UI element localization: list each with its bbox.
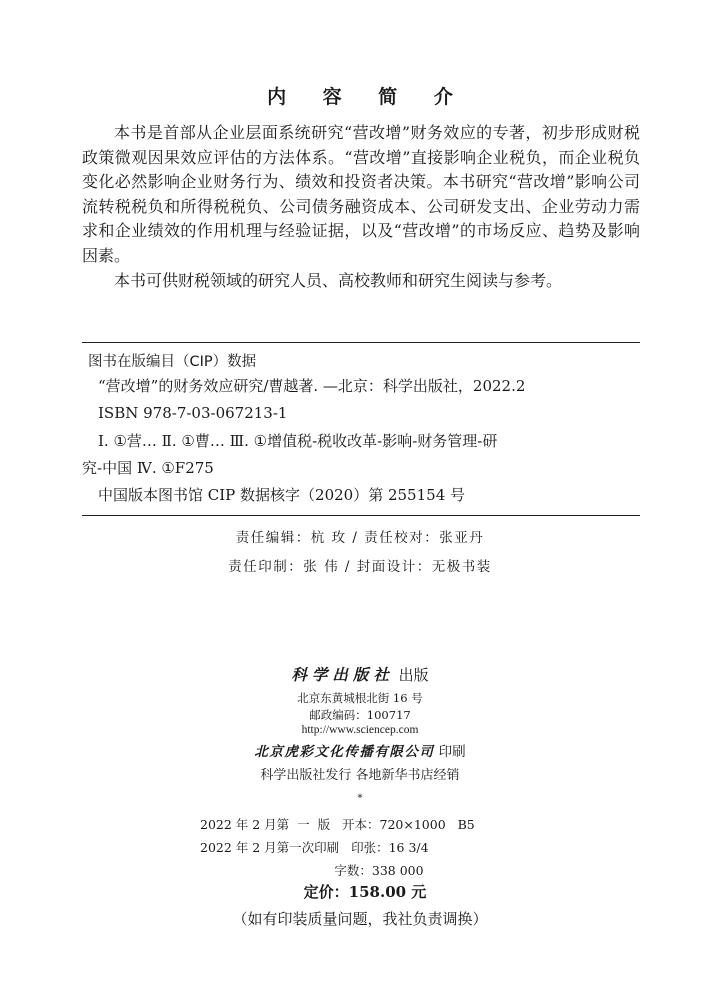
quality-notice: （如有印装质量问题，我社负责调换）: [232, 910, 488, 928]
printer-line: [0, 740, 720, 760]
content-summary: [82, 121, 640, 293]
printer-suffix: 印刷: [434, 744, 466, 760]
summary-paragraph-2: 本书可供财税领域的研究人员、高校教师和研究生阅读与参考。: [114, 270, 563, 290]
production-credits: 责任印制：张 伟 / 封面设计：无极书装: [228, 559, 492, 575]
separator-star: *: [357, 793, 363, 804]
publisher-address: 北京东黄城根北街 16 号: [297, 691, 423, 705]
cip-title-line: “营改增”的财务效应研究/曹越著. —北京：科学出版社，2022.2: [98, 377, 526, 395]
printer-name: 北京虎彩文化传播有限公司: [254, 744, 435, 760]
printing-line: 2022 年 2 月第一次印刷 印张：16 3/4: [200, 840, 429, 855]
publisher-suffix: 出版: [393, 666, 429, 684]
publisher-line: [0, 663, 720, 685]
summary-paragraph-1: 本书是首部从企业层面系统研究“营改增”财务效应的专著，初步形成财税政策微观因果效应评估的方法体系。“营改增”直接影响企业税负，而企业税负变化必然影响企业财务行为、绩效和投资者决策。本书研究“营改增”影响公司流转税税负和所得税税负、公司债务融资成本、公司研发支出、企业劳动力需求和企业绩效的作用机理与经验证据，以及“营改增”的市场反应、趋势及影响因素。: [82, 123, 640, 265]
page-title: 内 容 简 介: [267, 86, 468, 108]
price: 定价：158.00 元: [303, 883, 427, 901]
publisher-website: http://www.sciencep.com: [301, 724, 419, 736]
word-count: 字数：338 000: [334, 863, 424, 878]
edition-line: 2022 年 2 月第 一 版 开本：720×1000 B5: [200, 817, 475, 832]
publisher-postcode: 邮政编码：100717: [309, 708, 411, 722]
cip-data-block: [82, 342, 640, 516]
editor-credits: 责任编辑：杭 玫 / 责任校对：张亚丹: [235, 530, 485, 546]
cip-classification-cont: 究-中国 Ⅳ. ①F275: [82, 458, 214, 477]
cip-record-number: 中国版本图书馆 CIP 数据核字（2020）第 255154 号: [98, 486, 466, 505]
distribution-line: 科学出版社发行 各地新华书店经销: [260, 768, 460, 783]
publisher-name: 科学出版社: [291, 665, 394, 684]
cip-classification: Ⅰ. ①营… Ⅱ. ①曹… Ⅲ. ①增值税-税收改革-影响-财务管理-研: [98, 431, 498, 450]
cip-heading: 图书在版编目（CIP）数据: [88, 354, 257, 370]
cip-isbn: ISBN 978-7-03-067213-1: [98, 404, 288, 423]
